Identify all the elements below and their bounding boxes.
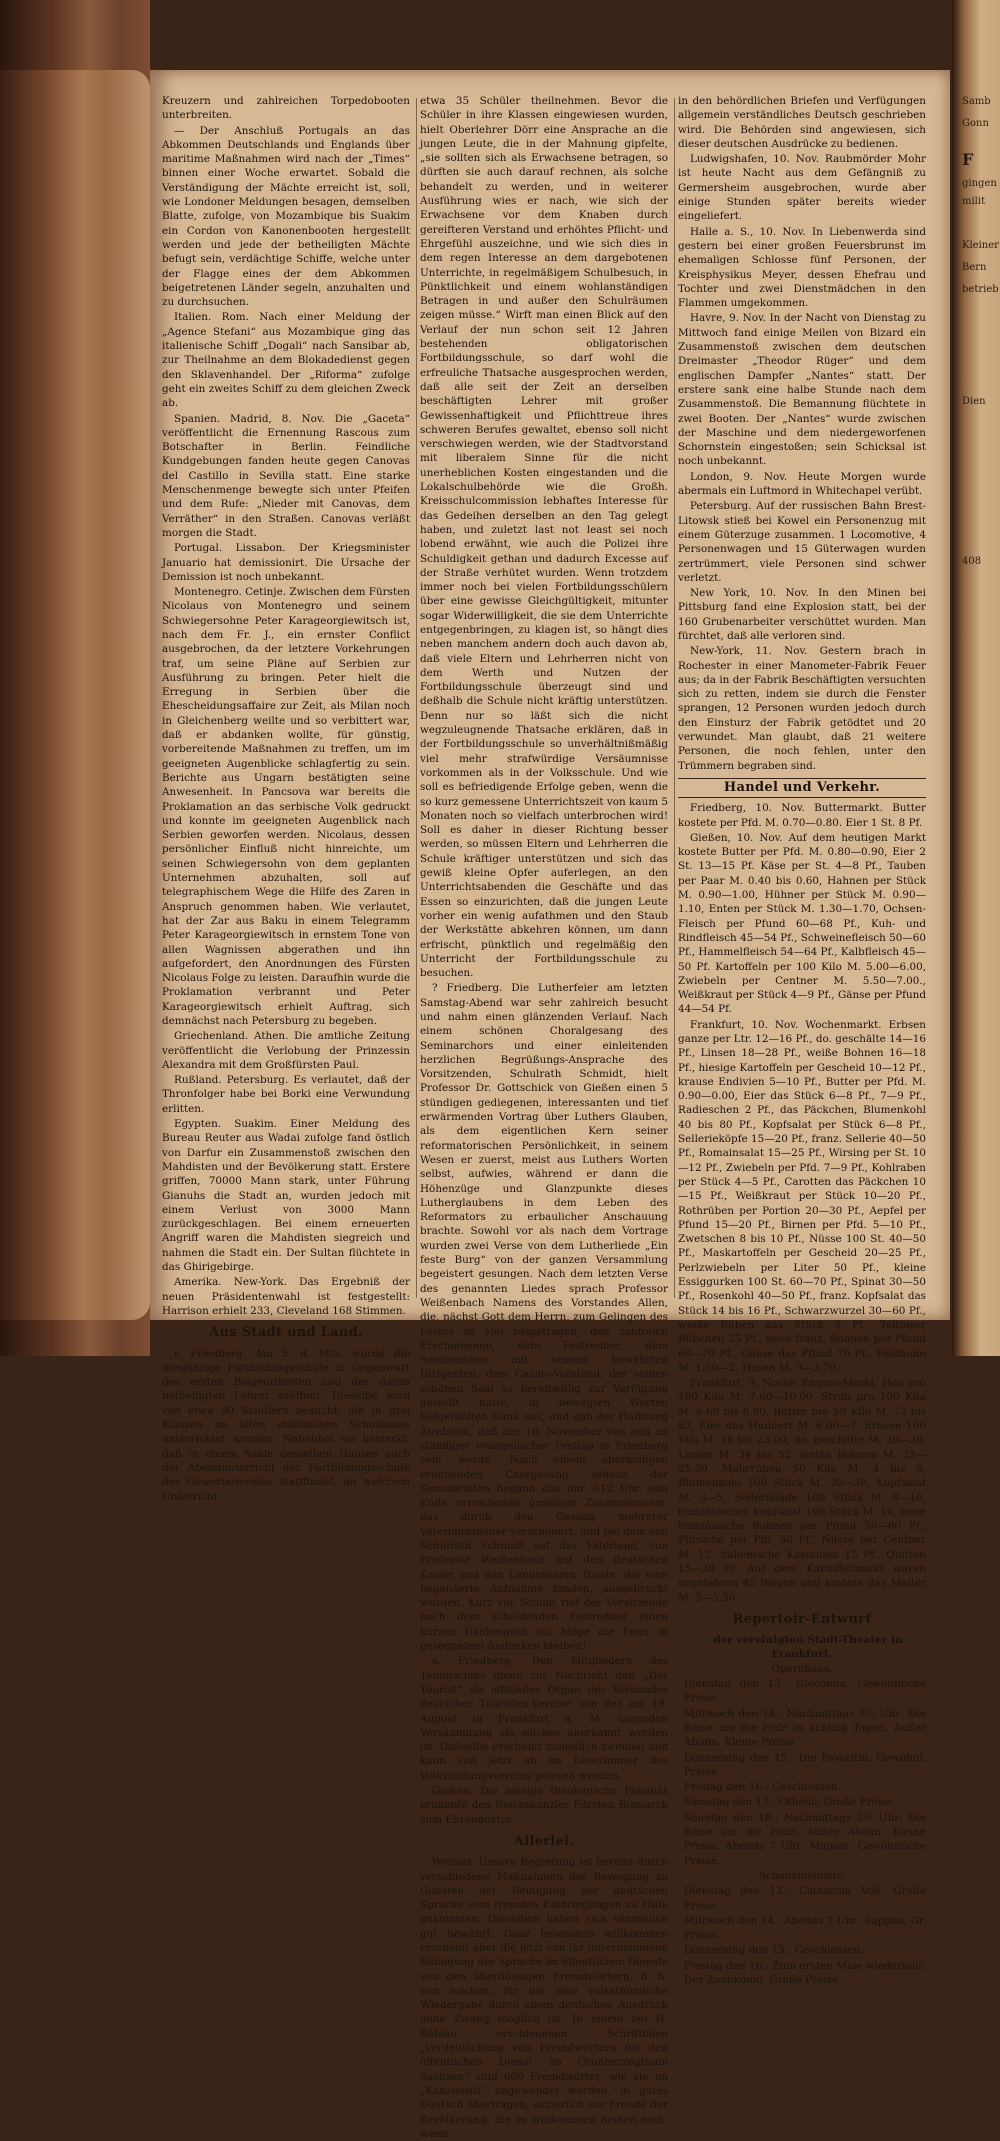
column-3	[678, 94, 926, 1986]
adjacent-page-edge	[952, 0, 1000, 1356]
article-text: Italien. Rom. Nach einer Meldung der „Agence Stefani“ aus Mozambique ging das italienische Schiff „Dogali“ nach Sansibar ab, zur Theilnahme an dem Blokadedienst gegen den Sklavenhandel. Der „Riforma“ zufolge geht ein zweites Schiff zu dem gleichen Zweck ab.	[162, 311, 410, 410]
article-text: s. Friedberg. Den Mitgliedern des Taunusclubs diene zur Nachricht daß „Der Tourist“ als offizielles Organ des Verbandes deutscher Touristen-Vereine von der am 19. August in Frankfurt a. M. tagenden Versammlung als solches anerkannt worden ist. Daßselbe erscheint monatlich zweimal und kann von jetzt ab im Lesezimmer des Volksbildungsvereins gelesen werden.	[420, 1655, 668, 1782]
article-text: Petersburg. Auf der russischen Bahn Brest-Litowsk stieß bei Kowel ein Personenzug mit einem Güterzuge zusammen. 1 Locomotive, 4 Personenwagen und 15 Güterwagen wurden zertrümmert, viele Personen sind schwer verletzt.	[678, 500, 926, 584]
repertoire-entry: Dienstag den 13.: Gioconda. Gewöhnliche Preise.	[684, 1678, 926, 1705]
page-fragment: Kleiner	[962, 240, 999, 251]
market-report: Gießen, 10. Nov. Auf dem heutigen Markt kostete Butter per Pfd. M. 0.80—0.90, Eier 2 St. 13—15 Pf. Käse per St. 4—8 Pf., Tauben per Paar M. 0.40 bis 0.60, Hahnen per Stück M. 0.90—1.00, Hühner per Stück M. 0.90—1.10, Enten per Stück M. 1.30—1.70, Ochsen-Fleisch per Pfund 60—68 Pf., Kuh- und Rindfleisch 45—54 Pf., Schweinefleisch 50—60 Pf., Hammelfleisch 54—64 Pf., Kalbfleisch 45—50 Pf. Kartoffeln per 100 Kilo M. 5.00—6.00, Zwiebeln per Centner M. 5.50—7.00., Weißkraut per Stück 4—9 Pf., Gänse per Pfund 44—54 Pf.	[678, 831, 926, 1016]
article-text: Egypten. Suakim. Einer Meldung des Bureau Reuter aus Wadai zufolge fand östlich von Darfur ein Zusammenstoß zwischen den Mahdisten und der Bevölkerung statt. Erstere griffen, 70000 Mann stark, unter Führung Gianuhs die Stadt an, wurden jedoch mit einem Verlust von 3000 Mann zurückgeschlagen. Bei einem erneuerten Angriff waren die Mahdisten siegreich und nahmen die Stadt ein. Der Sultan flüchtete in das Ghirigebirge.	[162, 1118, 410, 1274]
article-text: New-York, 11. Nov. Gestern brach in Rochester in einer Manometer-Fabrik Feuer aus; da in der Fabrik Beschäftigten versuchten sich zu retten, indem sie durch die Fenster sprangen, 12 Personen wurden jedoch durch den Einsturz der Fabrik getödtet und 20 verwundet. Man glaubt, daß 21 weitere Personen, die noch fehlen, unter den Trümmern begraben sind.	[678, 645, 926, 772]
page-fragment: 408	[962, 556, 982, 567]
article-text: in den behördlichen Briefen und Verfügungen allgemein verständliches Deutsch geschrieben wird. Die Behörden sind angewiesen, sich dieser deutschen Ausdrücke zu bedienen.	[678, 95, 926, 150]
repertoire-entry: Freitag den 16.: Zum ersten Male wiederholt: Der Zaunkönig. Große Preise.	[684, 1959, 926, 1986]
column-2	[420, 94, 668, 2140]
page-fragment: gingen	[962, 178, 997, 189]
repertoire-entry: Dienstag den 13.: Catharina Voß. Große Preise.	[684, 1885, 926, 1912]
repertoire-entry: Mittwoch den 14.: Abends 7 Uhr: Sappho. Gr. Preise.	[684, 1914, 926, 1942]
market-report: Frankfurt, 9. Novbr. Engros-Markt. Heu pro 100 Kilo M. 7.60—10.00, Stroh pro 100 Kilo M. 6.60 bis 6.80, Butter pro 50 Kilo M. 73 bis 83, Eier das Hundert M. 6.00—7, Erbsen 100 Kilo M. 18 bis 23.00, do. geschälte M. 20—30, Linsen M. 34 bis 52, weiße Bohnen M. 23—25.50, Mohrrüben 50 Kilo M. 4 bis 5, Blumenkohl 100 Stück M. 20—30, Kopfsalat M. 3—5, Selleriköpfe 100 Stück M. 8—10, französischer Kopfsalat 100 Stück M. 10, neue französische Bohnen per Pfund 50—60 Pf., Pfirsiche per Pfd. 50 Pf., Nüsse per Centner M. 12, italienische Kastanien 15 Pf., Quitten 15—20 Pf. Auf dem Kartoffelmarkt waren angefahren 45 Wagen und kostete das Malter M. 5—5.50.	[678, 1377, 926, 1604]
article-text: Gießen. Die hiesige theologische Fakultät ernannte den Reichskanzler Fürsten Bismarck zum Ehrendoktor.	[420, 1785, 668, 1826]
page-fragment: Gonn	[962, 118, 989, 129]
page-fragment: milit	[962, 196, 986, 207]
article-text: Halle a. S., 10. Nov. In Liebenwerda sind gestern bei einer großen Feuersbrunst im ehemaligen Schlosse fünf Personen, der Kreisphysikus Meyer, dessen Ehefrau und Tochter und zwei Dienstmädchen in den Flammen umgekommen.	[678, 225, 926, 310]
column-rule	[416, 98, 417, 1298]
section-heading: Allerlei.	[420, 1832, 668, 1852]
page-fragment: betrieb	[962, 284, 999, 295]
binding-ridge	[0, 70, 150, 1320]
section-heading: Handel und Verkehr.	[678, 778, 926, 798]
article-text: Weimar. Unsere Regierung ist bereits durch verschiedene Maßnahmen der Bewegung zu Gunsten der Reinigung der deutschen Sprache vom fremden Eindringlingen zu Hilfe gekommen. Dieselben haben sich sämmtlich gut bewährt. Ganz besonders willkommen erscheint aber die jetzt von ihr unternommene Reinigung der Sprache im öffentlichen Dienste von den überflüssigen Fremdwörtern, d. h. von solchen, für die eine volksthümliche Wiedergabe durch einen deutschen Ausdruck ohne Zwang möglich ist. In einem bei H. Böhlau erschienenen Schriftchen „Verdeutschung von Fremdwörtern für den öffentlichen Dienst im Großherzogthum Sachsen“ sind 600 Fremdwörter, wie sie im „Kanzleistil“ angewendet werden, in gutes Deutsch übertragen, sicherlich zur Freude der Bevölkerung, die es willkommen heißen muß, wenn	[420, 1856, 668, 2140]
section-subheading: der vereinigten Stadt-Theater in Frankfurt.	[713, 1634, 903, 1661]
article-text: Kreuzern und zahlreichen Torpedobooten unterbreiten.	[162, 95, 410, 122]
article-text: New York, 10. Nov. In den Minen bei Pittsburg fand eine Explosion statt, bei der 160 Grubenarbeiter verschüttet wurden. Man fürchtet, daß alle verloren sind.	[678, 587, 926, 642]
article-text: r. Friedberg. Am 5. d. Mts. wurde die diesjährige Fortbildungsschule in Gegenwart des ersten Beigeordneten und der daran betheiligten Lehrer eröffnet. Dieselbe wird von etwa 90 Schülern besucht, die in drei Klassen im alten städtischen Schulhause unterrichtet werden. Nebenbei sei bemerkt, daß in einem Saale desselben Hauses auch der Abendunterricht der Fortbildungsschule des Gewerbevereins stattfindet, an welchem Unterricht	[162, 1347, 410, 1503]
article-text: Havre, 9. Nov. In der Nacht von Dienstag zu Mittwoch fand einige Meilen von Bizard ein Zusammenstoß zwischen dem deutschen Dreimaster „Theodor Rüger“ und dem englischen Dampfer „Nantes“ statt. Der erstere sank eine halbe Stunde nach dem Zusammenstoß. Die Bemannung flüchtete in zwei Booten. Der „Nantes“ wurde zwischen der Maschine und dem niedergeworfenen Schornstein eingestoßen; sein Schicksal ist noch unbekannt.	[678, 312, 926, 468]
section-heading: Repertoir-Entwurf	[678, 1610, 926, 1630]
market-report: Friedberg, 10. Nov. Buttermarkt. Butter kostete per Pfd. M. 0.70—0.80. Eier 1 St. 8 Pf.	[678, 802, 926, 829]
article-text: etwa 35 Schüler theilnehmen. Bevor die Schüler in ihre Klassen eingewiesen wurden, hielt Oberlehrer Dörr eine Ansprache an die jungen Leute, die in der Mahnung gipfelte, „sie sollten sich als Erwachsene betragen, so dürften sie auch darauf rechnen, als solche behandelt zu werden, und in weiterer Ausführung wies er nach, wie sich der Erwachsene vor dem Knaben durch gereifteren Verstand und erhöhtes Pflicht- und Ehrgefühl auszeichne, und wie sich dies in dem regen Interesse an dem dargebotenen Unterrichte, in regelmäßigem Schulbesuch, in Pünktlichkeit und einem wohlanständigen Betragen in und außer den Schulräumen zeigen müsse.“ Wirft man einen Blick auf den Verlauf der nun schon seit 12 Jahren bestehenden obligatorischen Fortbildungsschule, so darf wohl die erfreuliche Thatsache ausgesprochen werden, daß alle seit der Zeit an derselben beschäftigten Lehrer mit großer Gewissenhaftigkeit und Pflichttreue ihres schweren Berufes gewaltet, ebenso soll nicht verschwiegen werden, wie der Stadtvorstand mit liberalem Sinne für die nicht unerheblichen Kosten eingestanden und die Lokalschulbehörde wie die Großh. Kreisschulcommission lebhaftes Interesse für das Gedeihen derselben an den Tag gelegt haben, und zuletzt last not least sei noch lobend erwähnt, wie auch die Polizei ihre Schuldigkeit gethan und dadurch Excesse auf der Straße verhütet wurden. Wenn trotzdem immer noch bei vielen Fortbildungsschülern über eine gewisse Gleichgültigkeit, mitunter sogar Widerwilligkeit, die sie dem Unterrichte entgegenbringen, zu klagen ist, so hängt dies neben manchem andern doch auch davon ab, daß viele Eltern und Lehrherren nicht von dem Werth und Nutzen der Fortbildungsschule überzeugt sind und deßhalb die Schule nicht kräftig unterstützen. Denn nur so läßt sich die nicht wegzuleugnende Thatsache erklären, daß in der Fortbildungsschule so unverhältnißmäßig viel mehr strafwürdige Versäumnisse vorkommen als in der Volksschule. Und wie soll es befriedigende Erfolge geben, wenn die so kurz gemessene Unterrichtszeit von kaum 5 Monaten noch so vielfach unterbrochen wird! Soll es daher in dieser Richtung besser werden, so müssen Eltern und Lehrherren die Schule kräftiger unterstützen und sich das gewiß kleine Opfer auferlegen, an den Unterrichtsabenden die Geschäfte und das Essen so einzurichten, daß die jungen Leute vorher ein wenig aufathmen und den Staub der Werkstätte abkehren können, um dann erfrischt, pünktlich und regelmäßig den Unterricht der Fortbildungsschule zu besuchen.	[420, 95, 668, 980]
repertoire-entry: Donnerstag den 15.: Geschlossen.	[684, 1944, 864, 1957]
venue-title: Opernhaus.	[771, 1662, 833, 1675]
article-text: ? Friedberg. Die Lutherfeier am letzten Samstag-Abend war sehr zahlreich besucht und nahm einen glänzenden Verlauf. Nach einem schönen Choralgesang des Seminarchors und einer einleitenden herzlichen Begrüßungs-Ansprache des Vorsitzenden, Schulrath Schmidt, hielt Professor Dr. Gottschick von Gießen einen 5 stündigen gediegenen, interessanten und tief erwärmenden Vortrag über Luthers Glauben, als dem eigentlichen Kern seiner reformatorischen Persönlichkeit, in seinem Wesen er zuerst, meist aus Luthers Worten selbst, aufwies, während er dann die Höhenzüge und Glanzpunkte dieses Lutherglaubens in dem Leben des Reformators zu erbaulicher Anschauung brachte. Sowohl vor als nach dem Vortrage wurden zwei Verse von dem Lutherliede „Ein feste Burg“ von der ganzen Versammlung begeistert gesungen. Nach dem letzten Verse des genannten Liedes sprach Professor Weißenbach Namens des Vorstandes Allen, die, nächst Gott dem Herrn, zum Gelingen des Festes so viel beigetragen, den zahlreich Erschienenen, dem Festredner, dem Seminarchor mit seinem bewährten Dirigenten, dem Casino-Vorstand, der seinen schönen Saal so bereitwillig zur Verfügung gestellt hatte, in bewegten Worten tiefgefühlten Dank aus, und gab der Hoffnung Ausdruck, daß der 10. November von nun an ständiger evangelischer Festtag in Friedberg sein werde. Nach einem abermaligen erhebenden Chorgesang seitens der Seminaristen begann das um ½12 Uhr sein Ende erreichende gesellige Zusammensein, das durch den Gesang mehrerer Vaterlandslieder verschönert, und bei dem von Schulrath Schmidt auf das Vaterland, von Professor Weißenbach auf den deutschen Kaiser und den Landesherrn Toaste, die eine begeisterte Aufnahme fanden, ausgebracht wurden. Kurz vor Schluß rief der Vorsitzende noch dem scheidenden Festredner einen kurzen Dankesgruß zu. Möge die Feier in gesegnetem Andenken bleiben!	[420, 982, 668, 1653]
repertoire-entry: Freitag den 16.: Geschlossen.	[684, 1781, 841, 1794]
article-text: — Der Anschluß Portugals an das Abkommen Deutschlands und Englands über maritime Maßnahmen wird nach der „Times“ binnen einer Woche erwartet. Sobald die Verständigung der Mächte erreicht ist, soll, wie Londoner Meldungen besagen, demselben Blatte, zufolge, von Mozambique bis Suakim ein Cordon von Kanonenbooten hergestellt werden und jede der betheiligten Mächte befugt sein, verdächtige Schiffe, welche unter der Flagge eines der dem Abkommen beigetretenen Länder segeln, anzuhalten und zu durchsuchen.	[162, 124, 410, 309]
page-fragment: Dien	[962, 396, 986, 407]
article-text: Portugal. Lissabon. Der Kriegsminister Januario hat demissionirt. Die Ursache der Demission ist noch unbekannt.	[162, 542, 410, 583]
repertoire-entry: Mittwoch den 14.: Nachmittags 3½ Uhr: Die Reise um die Erde in achtzig Tagen. Außer Abonn. Kleine Preise.	[684, 1707, 926, 1749]
article-text: Griechenland. Athen. Die amtliche Zeitung veröffentlicht die Verlobung der Prinzessin Alexandra mit dem Großfürsten Paul.	[162, 1030, 410, 1071]
article-text: Spanien. Madrid, 8. Nov. Die „Gaceta“ veröffentlicht die Ernennung Rascous zum Botschafter in Berlin. Feindliche Kundgebungen fanden heute gegen Canovas del Castillo in Sevilla statt. Eine starke Menschenmenge bewegte sich unter Pfeifen und dem Rufe: „Nieder mit Canovas, dem Verräther“ in den Straßen. Canovas verläßt morgen die Stadt.	[162, 412, 410, 539]
column-rule	[674, 98, 675, 1298]
column-1	[162, 94, 410, 1503]
newspaper-page	[150, 70, 950, 2140]
article-text: London, 9. Nov. Heute Morgen wurde abermals ein Luftmord in Whitechapel verübt.	[678, 470, 926, 498]
page-fragment: Bern	[962, 262, 987, 273]
page-fragment: F	[962, 150, 974, 169]
article-text: Ludwigshafen, 10. Nov. Raubmörder Mohr ist heute Nacht aus dem Gefängniß zu Germersheim ausgebrochen, wurde aber einige Stunden später bereits wieder eingeliefert.	[678, 153, 926, 223]
article-text: Amerika. New-York. Das Ergebniß der neuen Präsidentenwahl ist festgestellt: Harrison erhielt 233, Cleveland 168 Stimmen.	[162, 1276, 410, 1317]
book-binding	[0, 0, 150, 1356]
article-text: Rußland. Petersburg. Es verlautet, daß der Thronfolger habe bei Borki eine Verwundung erlitten.	[162, 1074, 410, 1115]
repertoire-entry: Samstag den 17.: Othello. Große Preise.	[684, 1796, 896, 1809]
article-text: Montenegro. Cetinje. Zwischen dem Fürsten Nicolaus von Montenegro und seinem Schwiegersohne Peter Karageorgiewitsch ist, nach dem Fr. J., ein ernster Conflict ausgebrochen, da der letztere Vorkehrungen traf, um seine Pläne auf Serbien zur Ausführung zu bringen. Peter hielt die Erregung in Serbien über die Ehescheidungsaffaire zur Zeit, als Milan noch in Gleichenberg weilte und so verbittert war, daß er abdanken wollte, für günstig, vorbereitende Maßnahmen zu treffen, um im geeigneten Augenblicke schlagfertig zu sein. Berichte aus Ungarn bestätigten seine Anwesenheit. In Pancsova war bereits die Proklamation an das serbische Volk gedruckt und konnte im geeigneten Augenblick nach Serbien geworfen werden. Nicolaus, dessen persönlicher Einfluß nicht hinreichte, um seinen Schwiegersohn von dem geplanten Unternehmen abzuhalten, soll auf telegraphischem Wege die Hilfe des Zaren in Anspruch genommen haben. Wie verlautet, hat der Zar aus Baku in einem Telegramm Peter Karageorgiewitsch in ernstem Tone von allen Wagnissen abgerathen und ihn aufgefordert, den Anordnungen des Fürsten Nicolaus Folge zu leisten. Daraufhin wurde die Proklamation verbrannt und Peter Karageorgiewitsch erhielt Auftrag, sich demnächst nach Petersburg zu begeben.	[162, 586, 410, 1027]
venue-title: Schauspielhaus.	[759, 1869, 845, 1882]
section-heading: Aus Stadt und Land.	[162, 1323, 410, 1343]
repertoire-entry: Sonntag den 18.: Nachmittags 3½ Uhr: Die Reise um die Erde. Außer Abonn. Kleine Preise. Abends 7 Uhr: Mignon. Gewöhnliche Preise.	[684, 1811, 926, 1867]
repertoire-entry: Donnerstag den 15.: Die Favoritin. Gewöhnl. Preise.	[684, 1751, 926, 1778]
page-fragment: Samb	[962, 96, 991, 107]
market-report: Frankfurt, 10. Nov. Wochenmarkt. Erbsen ganze per Ltr. 12—16 Pf., do. geschälte 14—16 Pf., Linsen 18—28 Pf., weiße Bohnen 16—18 Pf., hiesige Kartoffeln per Gescheid 10—12 Pf., krause Endivien 5—10 Pf., Butter per Pfd. M. 0.90—0.00, Eier das Stück 6—8 Pf., 7—9 Pf., Radieschen 2 Pf., das Päckchen, Blumenkohl 40 bis 80 Pf., Kopfsalat per Stück 6—8 Pf., Sellerieköpfe 15—20 Pf., franz. Sellerie 40—50 Pf., Romainsalat 15—25 Pf., Wirsing per St. 10—12 Pf., Zwiebeln per Pfd. 7—9 Pf., Kohlraben per Stück 4—5 Pf., Carotten das Päckchen 10—15 Pf., Weißkraut per Stück 10—20 Pf., Rothrüben per Portion 20—30 Pf., Aepfel per Pfund 15—20 Pf., Birnen per Pfd. 5—10 Pf., Zwetschen 8 bis 10 Pf., Nüsse 100 St. 40—50 Pf., Maskartoffeln per Gescheid 20—25 Pf., Perlzwiebeln per Liter 50 Pf., kleine Essiggurken 100 St. 60—70 Pf., Spinat 30—50 Pf., Rosenkohl 40—50 Pf., franz. Kopfsalat das Stück 14 bis 16 Pf., Schwarzwurzel 30—60 Pf., weiße Rüben das Stück 5 Pf., Teltower Rübchen 25 Pf., neue franz. Bohnen per Pfund 60—70 Pf., Gänse das Pfund 70 Pf., Feldhuhn M. 1.50—2, Hasen M. 3—3.70.	[678, 1018, 926, 1374]
